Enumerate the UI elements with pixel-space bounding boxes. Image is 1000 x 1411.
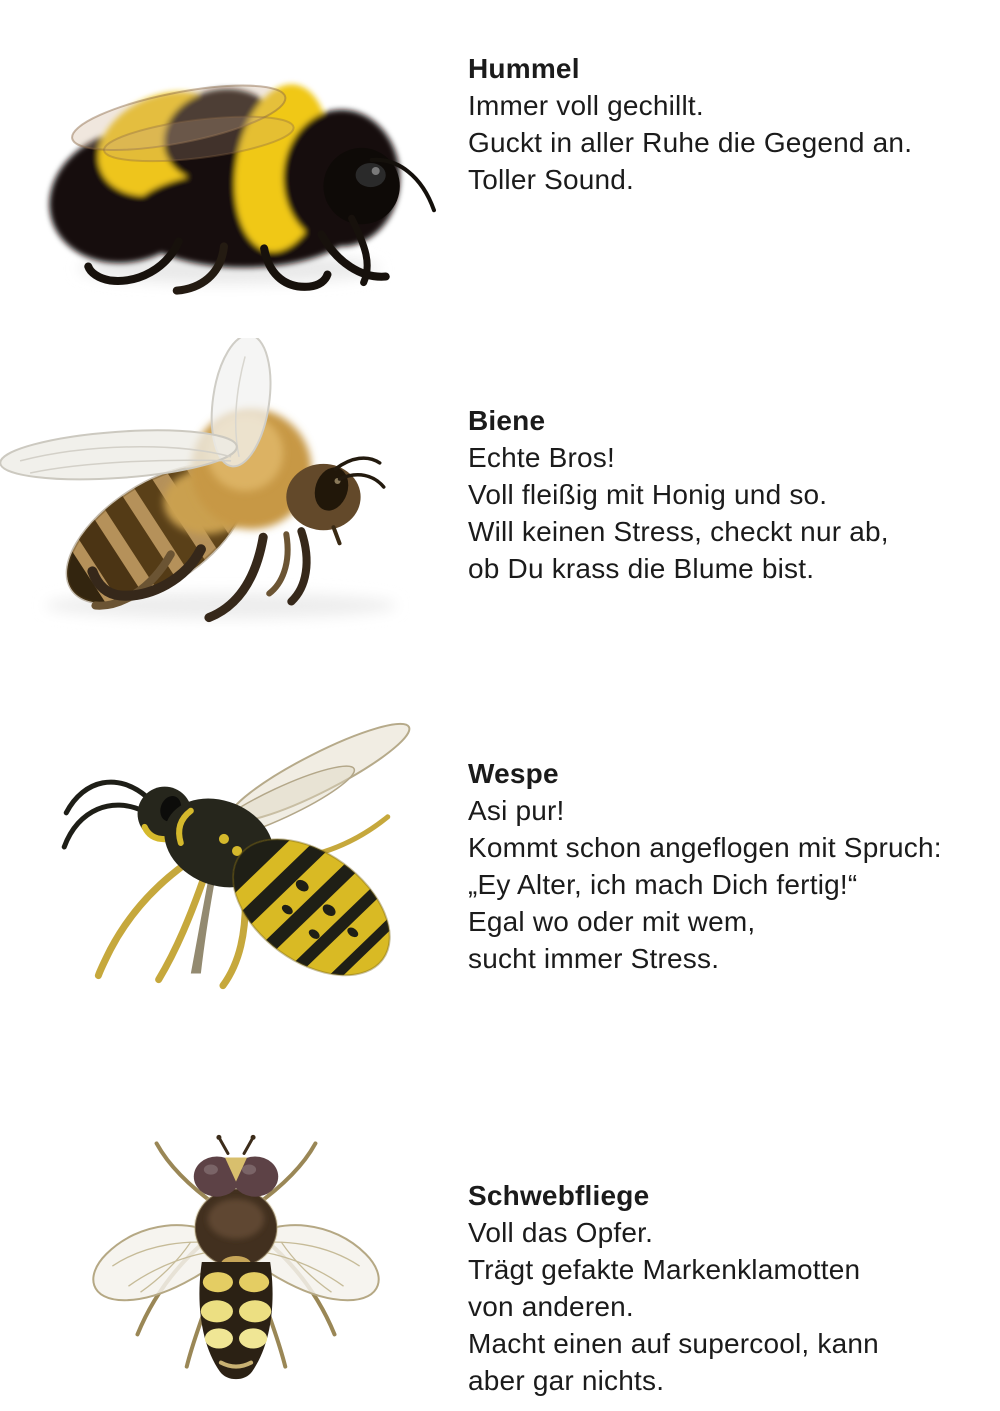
entry-text-wespe — [468, 755, 996, 977]
insect-line: Egal wo oder mit wem, — [468, 906, 756, 937]
insect-line: Guckt in aller Ruhe die Gegend an. — [468, 127, 913, 158]
insect-line: sucht immer Stress. — [468, 943, 720, 974]
insect-line: aber gar nichts. — [468, 1365, 665, 1396]
insect-line: Trägt gefakte Markenklamotten — [468, 1254, 861, 1285]
insect-line: „Ey Alter, ich mach Dich fertig!“ — [468, 869, 858, 900]
insect-line: Macht einen auf supercool, kann — [468, 1328, 879, 1359]
honeybee-illustration — [0, 338, 442, 630]
entry-text-schwebfliege — [468, 1177, 996, 1399]
entry-text-hummel — [468, 50, 996, 198]
insect-line: Kommt schon angeflogen mit Spruch: — [468, 832, 942, 863]
insect-title: Biene — [468, 405, 546, 436]
bumblebee-illustration — [28, 35, 440, 297]
insect-line: Voll das Opfer. — [468, 1217, 654, 1248]
insect-title: Schwebfliege — [468, 1180, 650, 1211]
wasp-illustration — [18, 710, 440, 1002]
insect-line: ob Du krass die Blume bist. — [468, 553, 815, 584]
wasp-antennae — [64, 782, 146, 847]
entry-text-biene — [468, 402, 996, 587]
insect-line: Will keinen Stress, checkt nur ab, — [468, 516, 889, 547]
insect-line: Echte Bros! — [468, 442, 615, 473]
insect-title: Wespe — [468, 758, 559, 789]
wasp-photo — [18, 710, 440, 1002]
insect-line: Voll fleißig mit Honig und so. — [468, 479, 828, 510]
insect-line: Asi pur! — [468, 795, 565, 826]
hoverfly-drawing — [40, 1118, 432, 1392]
bumblebee-photo — [28, 35, 440, 297]
hoverfly-illustration — [40, 1118, 432, 1392]
honeybee-wings — [0, 338, 278, 486]
honeybee-photo — [0, 338, 442, 630]
hoverfly-head — [194, 1135, 278, 1197]
insect-line: Toller Sound. — [468, 164, 635, 195]
insect-line: von anderen. — [468, 1291, 634, 1322]
insect-line: Immer voll gechillt. — [468, 90, 704, 121]
insect-title: Hummel — [468, 53, 580, 84]
